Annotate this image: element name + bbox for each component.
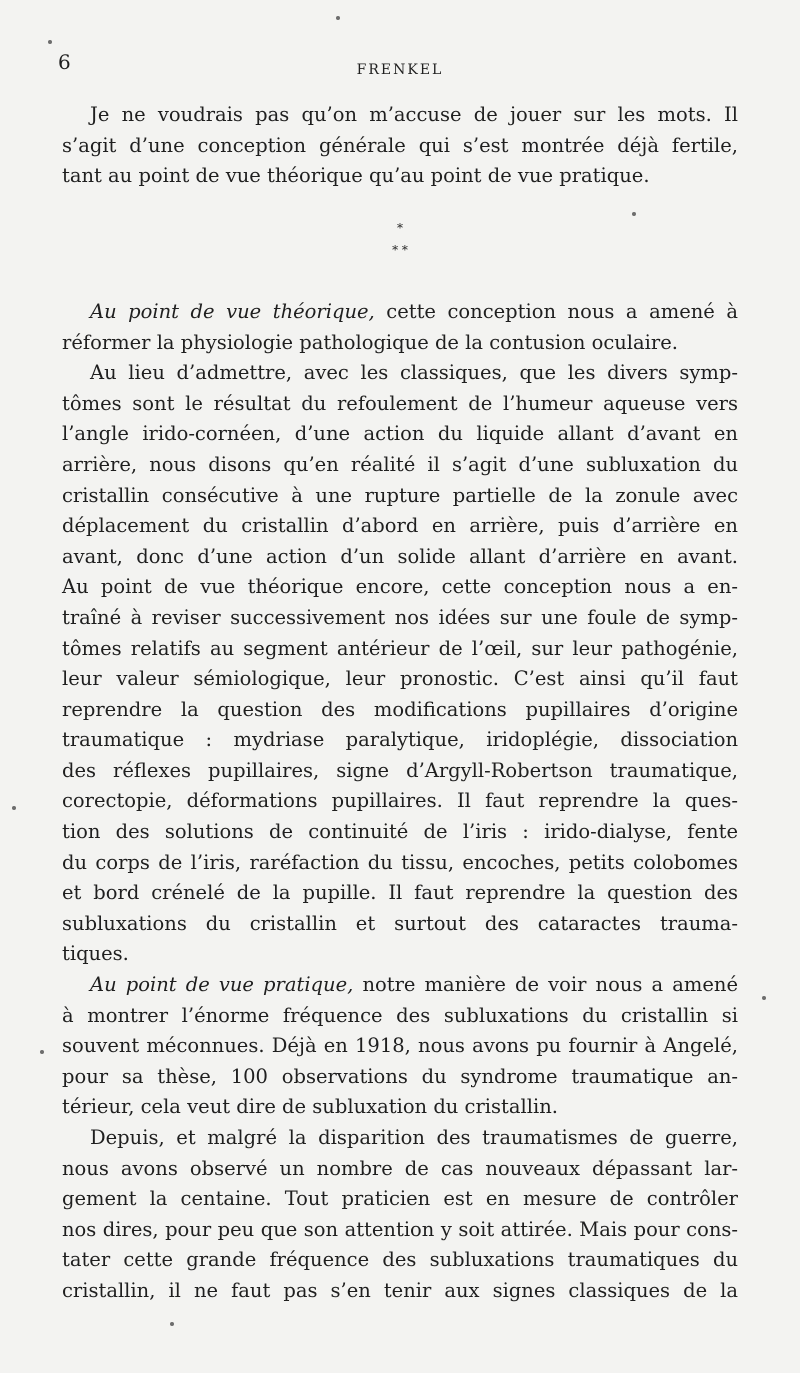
text-line: déplacement du cristallin d’abord en arrière, puis d’arrière en: [62, 514, 738, 538]
text-line: et bord crénelé de la pupille. Il faut reprendre la question des: [62, 881, 738, 905]
text-line: nous avons observé un nombre de cas nouveaux dépassant lar-: [62, 1156, 738, 1180]
print-speck: [170, 1322, 174, 1326]
text-line: avant, donc d’une action d’un solide allant d’arrière en avant.: [62, 544, 738, 568]
section-gap: [62, 192, 738, 223]
section-gap: [62, 266, 738, 297]
text-run: notre manière de voir nous a amené: [353, 973, 738, 997]
print-speck: [48, 40, 52, 44]
text-line: tant au point de vue théorique qu’au point de vue pratique.: [62, 164, 650, 188]
text-line: tiques.: [62, 942, 129, 966]
text-line: Au lieu d’admettre, avec les classiques, que les divers symp-: [90, 361, 738, 385]
text-line: térieur, cela veut dire de subluxation du cristallin.: [62, 1095, 558, 1119]
text-line: cristallin consécutive à une rupture partielle de la zonule avec: [62, 483, 738, 507]
text-run: cette conception nous a amené à: [374, 299, 738, 323]
text-line: souvent méconnues. Déjà en 1918, nous avons pu fournir à Angelé,: [62, 1034, 738, 1058]
page-number: 6: [58, 50, 71, 74]
text-line: reprendre la question des modifications pupillaires d’origine: [62, 697, 738, 721]
text-line: arrière, nous disons qu’en réalité il s’agit d’une subluxation du: [62, 452, 738, 476]
text-line: Au point de vue théorique encore, cette conception nous a en-: [62, 575, 738, 599]
text-line: tion des solutions de continuité de l’iris : irido-dialyse, fente: [62, 820, 738, 844]
text-line: [62, 970, 738, 1001]
text-line: tater cette grande fréquence des subluxations traumatiques du: [62, 1248, 738, 1272]
asterism-top: *: [397, 221, 403, 236]
text-line: [62, 297, 738, 328]
text-line: corectopie, déformations pupillaires. Il faut reprendre la ques-: [62, 789, 738, 813]
print-speck: [762, 996, 766, 1000]
print-speck: [12, 806, 16, 810]
text-line: gement la centaine. Tout praticien est en mesure de contrôler: [62, 1187, 738, 1211]
text-line: l’angle irido-cornéen, d’une action du liquide allant d’avant en: [62, 422, 738, 446]
text-line: tômes sont le résultat du refoulement de l’humeur aqueuse vers: [62, 391, 738, 415]
text-line: traîné à reviser successivement nos idées sur une foule de symp-: [62, 605, 738, 629]
text-line: du corps de l’iris, raréfaction du tissu, encoches, petits colobomes: [62, 850, 738, 874]
print-speck: [632, 212, 636, 216]
text-line: subluxations du cristallin et surtout des cataractes trauma-: [62, 911, 738, 935]
italic-lead: Au point de vue théorique,: [90, 299, 375, 323]
asterism-bottom: * *: [392, 243, 408, 258]
text-line: à montrer l’énorme fréquence des subluxations du cristallin si: [62, 1003, 738, 1027]
text-line: Je ne voudrais pas qu’on m’accuse de jouer sur les mots. Il: [90, 103, 738, 126]
text-line: leur valeur sémiologique, leur pronostic. C’est ainsi qu’il faut: [62, 667, 738, 691]
text-line: tômes relatifs au segment antérieur de l’œil, sur leur pathogénie,: [62, 636, 738, 660]
text-line: traumatique : mydriase paralytique, iridoplégie, dissociation: [62, 728, 738, 752]
running-head: FRENKEL: [356, 62, 444, 78]
print-speck: [40, 1050, 44, 1054]
text-line: nos dires, pour peu que son attention y soit attirée. Mais pour cons-: [62, 1217, 738, 1241]
text-line: des réflexes pupillaires, signe d’Argyll-Robertson traumatique,: [62, 758, 738, 782]
text-line: réformer la physiologie pathologique de la contusion oculaire.: [62, 330, 678, 354]
text-line: cristallin, il ne faut pas s’en tenir aux signes classiques de la: [62, 1278, 738, 1302]
text-line: pour sa thèse, 100 observations du syndrome traumatique an-: [62, 1064, 738, 1088]
text-line: Depuis, et malgré la disparition des traumatismes de guerre,: [90, 1126, 738, 1149]
print-speck: [336, 16, 340, 20]
body-text: [62, 100, 738, 1307]
text-line: s’agit d’une conception générale qui s’est montrée déjà fertile,: [62, 133, 738, 157]
italic-lead: Au point de vue pratique,: [90, 973, 354, 997]
